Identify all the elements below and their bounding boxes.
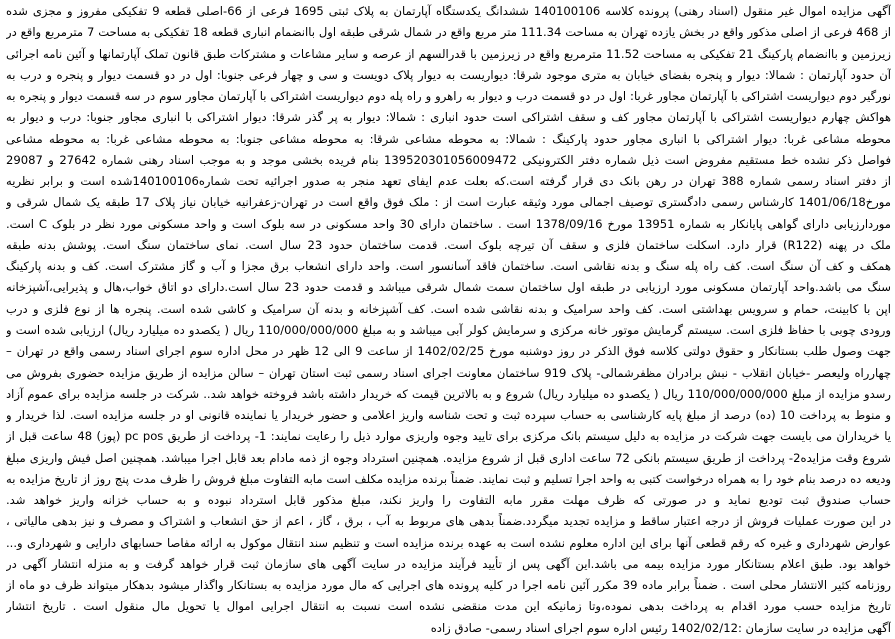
notice-line: و منوط به پرداخت 10 (ده) درصد از مبلغ پایه کارشناسی به حساب سپرده ثبت و تحت شناسه واریز اعلامی و حضور خریدار یا نماینده قانونی او در جلسه مزایده است. لذا خریدار و bbox=[6, 408, 891, 423]
notice-line: ودیعه ده درصد بنام خود را به همراه درخواست کتبی به واحد اجرا تسلیم و ثبت نمایند. ضمناً برنده مزایده مکلف است مابه التفاوت مبلغ فروش را ظرف مدت پنج روز از تاریخ مزایده به bbox=[6, 471, 891, 486]
notice-line: تاریخ مزایده حسب مورد اقدام به پرداخت بدهی نموده،وتا زمانیکه این مدت منقضی نشده است نسبت به انتقال اجرایی اموال یا تحویل مال منقول است . تاریخ انتشار bbox=[6, 599, 891, 614]
notice-line: جهت وصول طلب بستانکار و حقوق دولتی کلاسه فوق الذکر در روز دوشنبه مورخ 1402/02/25 از ساعت 9 الی 12 ظهر در محل اداره سوم اجرای اسناد رسمی واقع در تهران – bbox=[6, 344, 891, 359]
notice-line: از دفتر اسناد رسمی شماره 388 تهران در رهن بانک دی قرار گرفته است.که بعلت عدم ایفای تعهد منجر به صدور اجرائیه تحت شماره140100106شده است و برابر نظریه bbox=[6, 174, 891, 189]
notice-line: آن حدود آپارتمان : شمالا: دیوار و پنجره بفضای خیابان به متری موجود شرقا: دیواریست به دیوار پلاک دویست و سی و چهار فرعی جنوبا: اول در دو قسمت دیوار و پنجره و درب به bbox=[6, 67, 891, 82]
notice-line: ملک در پهنه (R122) قرار دارد. اسکلت ساختمان فلزی و سقف آن تیرچه بلوک است. قدمت ساختمان حدود 23 سال است. نمای ساختمان سنگ است. پوشش بدنه طبقه bbox=[6, 237, 891, 252]
notice-line: محوطه مشاعی غربا: دیوار اشتراکی با انباری مجاور حدود پارکینگ : شمالا: به محوطه مشاعی شرقا: به محوطه مشاعی جنوبا: به محوطه مشاعی غربا: به محوطه مشاعی bbox=[6, 131, 891, 146]
notice-line: فواصل ذکر نشده خط مستقیم مفروض است ذیل شماره دفتر الکترونیکی 139520301056009472 بنام فریده بخشی موجد و به موجب اسناد رهنی شماره 27642 و 29087 bbox=[6, 152, 891, 167]
notice-line: آگهی مزایده اموال غیر منقول (اسناد رهنی) پرونده کلاسه 140100106 ششدانگ یکدستگاه آپارتمان به پلاک ثبتی 1695 فرعی از 66-اصلی قطعه 9 تفکیکی مفروز و مجزی شده bbox=[6, 4, 891, 18]
notice-line: سنگ می باشد.واحد آپارتمان مسکونی مورد ارزیابی در طبقه اول ساختمان سمت شمال شرقی میباشد و قدمت حدود 23 سال است.دارای دو اتاق خواب،هال و پذیرایی،آشپزخانه bbox=[6, 280, 891, 295]
notice-line: رسدو مزایده از مبلغ 110/000/000/000 ریال ( یکصدو ده میلیارد ریال) شروع و به بالاترین قیمت که خریدار داشته باشد فروخته خواهد شد.. شرکت در جلسه مزایده برای عموم آزاد bbox=[6, 386, 891, 401]
notice-line: اپن با کابینت، حمام و سرویس بهداشتی است. کف واحد سرامیک و بدنه نقاشی شده است. کف آشپزخانه و بدنه آن سرامیک و کاشی شده است. پنجره ها از نوع فلزی و درب bbox=[6, 301, 891, 316]
notice-line: از 468 فرعی از اصلی مذکور واقع در بخش یازده تهران به مساحت 111.34 متر مربع واقع در شمال شرقی طبقه اول باانضمام انباری قطعه 18 تفکیکی به مساحت 7 مترمربع واقع در bbox=[6, 25, 891, 40]
notice-line: یا خریداران می بایست جهت شرکت در مزایده به دلیل سیستم بانک مرکزی برای تایید وجوه واریزی موارد ذیل را رعایت نمایند: 1- پرداخت از طریق pc pos (پوز) 48 ساعت قبل از bbox=[6, 429, 891, 444]
auction-notice-text bbox=[6, 1, 891, 639]
notice-line: ورودی چوبی با حفاظ فلزی است. سیستم گرمایش موتور خانه مرکزی و سرمایش کولر آبی میباشد و به مبلغ 110/000/000/000 ریال ( یکصدو ده میلیارد ریال) ارزیابی شده است و bbox=[6, 322, 891, 337]
notice-line: در این صورت عملیات فروش از درجه اعتبار ساقط و مزایده تجدید میگردد.ضمناً بدهی های مربوط به آب ، برق ، گاز ، اعم از حق انشعاب و اشتراک و مصرف و نیز بدهی مالیاتی ، bbox=[6, 514, 891, 529]
notice-line: آگهی مزایده در سایت سازمان :1402/02/12 رئیس اداره سوم اجرای اسناد رسمی- صادق زاده bbox=[430, 620, 891, 635]
notice-line: هواکش چهارم دیواریست اشتراکی با آپارتمان مجاور کف و سقف اشتراکی است حدود انباری : شمالا: دیوار به پر گذر شرقا: دیوار اشتراکی با انباری مجاور جنوبا: درب و دیوار به bbox=[6, 110, 891, 125]
notice-line: روزنامه کثیر الانتشار محلی است . ضمناً برابر ماده 39 مکرر آئین نامه اجرا در کلیه پرونده های اجرایی که مال مورد مزایده به بستانکار واگذار میشود بدهکار میتواند ظرف دو ماه از bbox=[6, 578, 891, 593]
notice-line: عوارض شهرداری و غیره که رقم قطعی آنها برای این اداره معلوم نشده است به عهده برنده مزایده است و تنظیم سند انتقال موکول به ارائه مفاصا حسابهای دارایی و شهرداری و... bbox=[6, 535, 891, 550]
notice-line: حساب صندوق ثبت تودیع نماید و در صورتی که ظرف مهلت مقرر مابه التفاوت را واریز نکند، مبلغ مذکور قابل استرداد نبوده و به حساب خزانه واریز خواهد شد. bbox=[6, 493, 891, 508]
notice-line: مورخ1401/06/18 کارشناس رسمی دادگستری توصیف اجمالی مورد وثیقه عبارت است از : ملک فوق واقع است در تهران-زعفرانیه خیابان نیاز پلاک 17 طبقه یک شمال شرقی و bbox=[6, 195, 891, 210]
notice-line: نورگیر دوم دیواریست اشتراکی با آپارتمان مجاور غربا: اول در دو قسمت درب و دیوار به راهرو و راه پله دوم دیواریست اشتراکی با آپارتمان مجاور سوم در سه قسمت دیوار و پنجره به bbox=[6, 89, 891, 104]
notice-line: زیرزمین و باانضمام پارکینگ 21 تفکیکی به مساحت 11.52 مترمربع واقع در زیرزمین با قدرالسهم از عرصه و سایر مشاعات و مشترکات طبق قانون تملک آپارتمانها و آئین نامه اجرائی bbox=[6, 46, 891, 61]
notice-line: موردارزیابی دارای گواهی پایانکار به شماره 13951 مورخ 1378/09/16 است . ساختمان دارای 30 واحد مسکونی در سه بلوک است و واحد مسکونی مورد نظر در بلوک C است. bbox=[6, 216, 891, 231]
notice-line: چهارراه ولیعصر -خیابان انقلاب - نبش برادران مظفرشمالی- پلاک 919 ساختمان معاونت اجرای اسناد رسمی ثبت استان تهران – سالن مزایده از طریق مزایده حضوری بفروش می bbox=[6, 365, 891, 380]
notice-line: همکف و کف آن سنگ است. کف راه پله سنگ و بدنه نقاشی است. ساختمان فاقد آسانسور است. واحد دارای انشعاب برق مجزا و آب و گاز مشترک است. کف و بدنه پارکینگ bbox=[6, 259, 891, 274]
notice-line: شروع وقت مزایده2- پرداخت از طریق سیستم بانکی 72 ساعت اداری قبل از شروع مزایده. همچنین استرداد وجوه از ذمه مادام بعد قابل اجرا میباشد. همچنین اصل فیش واریزی مبلغ bbox=[6, 450, 891, 465]
notice-line: خواهد بود. طبق اعلام بستانکار مورد مزایده بیمه می باشد.این آگهی پس از تأیید فرآیند مزایده در سایت آگهی های سازمان ثبت قرار خواهد گرفت و به منزله انتشار آگهی در bbox=[6, 556, 891, 571]
